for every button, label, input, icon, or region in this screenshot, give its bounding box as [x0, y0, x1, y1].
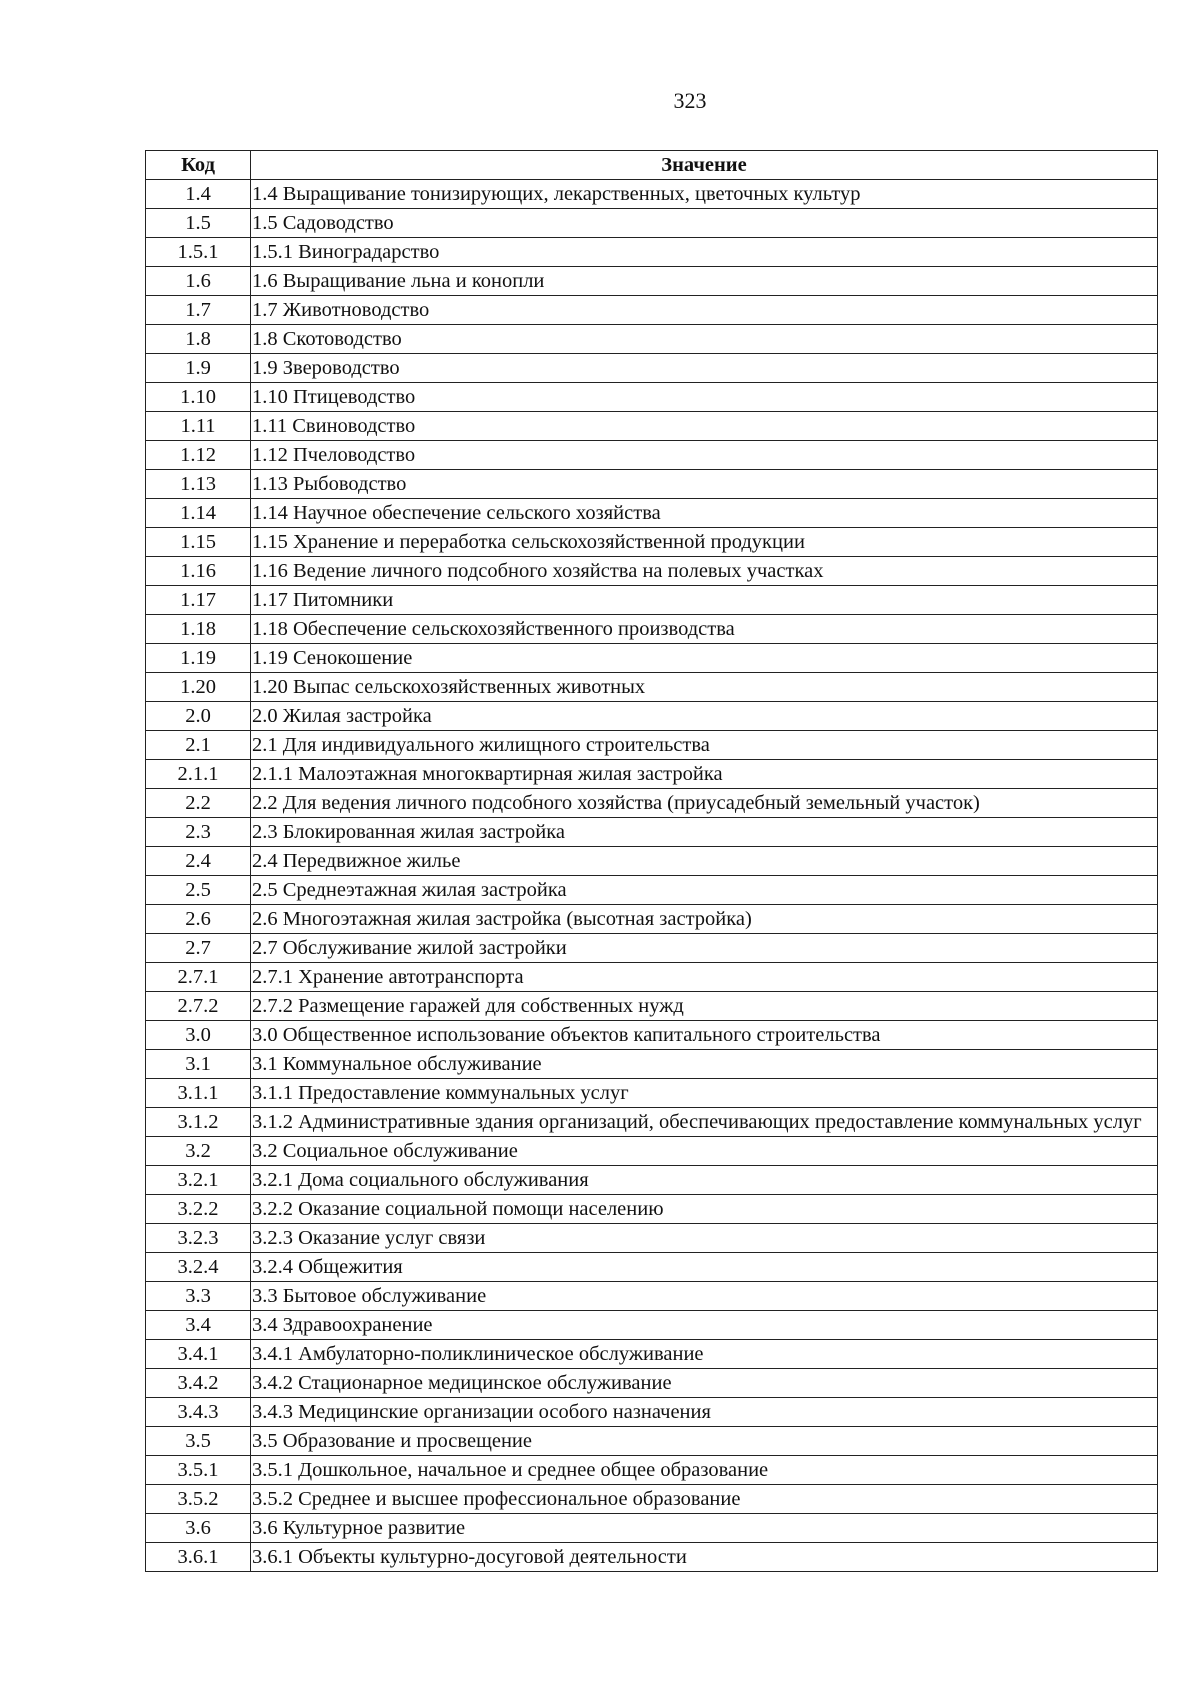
table-row [146, 847, 1158, 876]
code-cell: 3.2 [146, 1137, 251, 1166]
table-row [146, 325, 1158, 354]
table-row [146, 1253, 1158, 1282]
code-cell: 3.1 [146, 1050, 251, 1079]
code-cell: 1.4 [146, 180, 251, 209]
value-cell: 1.16 Ведение личного подсобного хозяйства на полевых участках [251, 557, 1158, 586]
value-cell: 1.19 Сенокошение [251, 644, 1158, 673]
code-cell: 2.0 [146, 702, 251, 731]
code-cell: 1.12 [146, 441, 251, 470]
value-cell: 3.4.3 Медицинские организации особого назначения [251, 1398, 1158, 1427]
table-row [146, 1137, 1158, 1166]
table-row [146, 383, 1158, 412]
land-use-code-table [145, 150, 1158, 1572]
table-row [146, 1195, 1158, 1224]
table-row [146, 1224, 1158, 1253]
code-cell: 1.13 [146, 470, 251, 499]
table-row [146, 354, 1158, 383]
value-cell: 1.4 Выращивание тонизирующих, лекарственных, цветочных культур [251, 180, 1158, 209]
value-cell: 3.2.1 Дома социального обслуживания [251, 1166, 1158, 1195]
table-row [146, 1282, 1158, 1311]
value-cell: 2.0 Жилая застройка [251, 702, 1158, 731]
value-cell: 3.1.1 Предоставление коммунальных услуг [251, 1079, 1158, 1108]
value-cell: 3.1.2 Административные здания организаций, обеспечивающих предоставление коммунальных услуг [251, 1108, 1158, 1137]
code-cell: 2.5 [146, 876, 251, 905]
code-cell: 1.14 [146, 499, 251, 528]
table-row [146, 528, 1158, 557]
table-row [146, 673, 1158, 702]
value-cell: 1.13 Рыбоводство [251, 470, 1158, 499]
value-cell: 1.11 Свиноводство [251, 412, 1158, 441]
table-row [146, 267, 1158, 296]
code-cell: 1.10 [146, 383, 251, 412]
code-cell: 3.5.1 [146, 1456, 251, 1485]
code-cell: 1.5 [146, 209, 251, 238]
value-cell: 1.12 Пчеловодство [251, 441, 1158, 470]
code-cell: 3.4 [146, 1311, 251, 1340]
table-row [146, 499, 1158, 528]
value-cell: 3.6.1 Объекты культурно-досуговой деятельности [251, 1543, 1158, 1572]
value-cell: 2.5 Среднеэтажная жилая застройка [251, 876, 1158, 905]
table-row [146, 557, 1158, 586]
table-row [146, 238, 1158, 267]
table-row [146, 1398, 1158, 1427]
value-cell: 3.1 Коммунальное обслуживание [251, 1050, 1158, 1079]
value-cell: 3.2 Социальное обслуживание [251, 1137, 1158, 1166]
table-row [146, 731, 1158, 760]
value-cell: 1.20 Выпас сельскохозяйственных животных [251, 673, 1158, 702]
table-row [146, 586, 1158, 615]
value-cell: 2.3 Блокированная жилая застройка [251, 818, 1158, 847]
table-row [146, 1340, 1158, 1369]
table-row [146, 1021, 1158, 1050]
table-row [146, 789, 1158, 818]
value-cell: 1.18 Обеспечение сельскохозяйственного производства [251, 615, 1158, 644]
value-cell: 1.14 Научное обеспечение сельского хозяйства [251, 499, 1158, 528]
table-row [146, 180, 1158, 209]
column-header-code: Код [146, 151, 251, 180]
code-cell: 2.7.1 [146, 963, 251, 992]
value-cell: 1.9 Звероводство [251, 354, 1158, 383]
code-cell: 3.2.4 [146, 1253, 251, 1282]
table-row [146, 934, 1158, 963]
table-row [146, 1369, 1158, 1398]
value-cell: 2.7 Обслуживание жилой застройки [251, 934, 1158, 963]
value-cell: 3.5.1 Дошкольное, начальное и среднее общее образование [251, 1456, 1158, 1485]
code-cell: 2.3 [146, 818, 251, 847]
value-cell: 3.2.3 Оказание услуг связи [251, 1224, 1158, 1253]
value-cell: 1.10 Птицеводство [251, 383, 1158, 412]
page-number: 323 [673, 88, 707, 113]
table-row [146, 1079, 1158, 1108]
code-cell: 1.18 [146, 615, 251, 644]
code-cell: 1.5.1 [146, 238, 251, 267]
code-cell: 1.7 [146, 296, 251, 325]
table-row [146, 615, 1158, 644]
code-cell: 2.6 [146, 905, 251, 934]
value-cell: 1.6 Выращивание льна и конопли [251, 267, 1158, 296]
table-row [146, 1311, 1158, 1340]
table-row [146, 1485, 1158, 1514]
value-cell: 1.5.1 Виноградарство [251, 238, 1158, 267]
code-cell: 2.7.2 [146, 992, 251, 1021]
code-cell: 1.15 [146, 528, 251, 557]
code-cell: 1.8 [146, 325, 251, 354]
code-cell: 3.2.2 [146, 1195, 251, 1224]
code-cell: 1.17 [146, 586, 251, 615]
value-cell: 1.7 Животноводство [251, 296, 1158, 325]
value-cell: 1.15 Хранение и переработка сельскохозяйственной продукции [251, 528, 1158, 557]
value-cell: 2.4 Передвижное жилье [251, 847, 1158, 876]
table-row [146, 1543, 1158, 1572]
value-cell: 2.6 Многоэтажная жилая застройка (высотная застройка) [251, 905, 1158, 934]
table-row [146, 470, 1158, 499]
value-cell: 3.4.1 Амбулаторно-поликлиническое обслуживание [251, 1340, 1158, 1369]
value-cell: 3.0 Общественное использование объектов капитального строительства [251, 1021, 1158, 1050]
value-cell: 2.1 Для индивидуального жилищного строительства [251, 731, 1158, 760]
code-cell: 3.5 [146, 1427, 251, 1456]
value-cell: 3.2.2 Оказание социальной помощи населению [251, 1195, 1158, 1224]
table-row [146, 1456, 1158, 1485]
code-cell: 2.4 [146, 847, 251, 876]
table-row [146, 1514, 1158, 1543]
code-cell: 3.5.2 [146, 1485, 251, 1514]
table-row [146, 876, 1158, 905]
code-cell: 3.3 [146, 1282, 251, 1311]
code-cell: 2.1.1 [146, 760, 251, 789]
value-cell: 1.8 Скотоводство [251, 325, 1158, 354]
code-cell: 1.6 [146, 267, 251, 296]
column-header-value: Значение [251, 151, 1158, 180]
code-cell: 1.16 [146, 557, 251, 586]
value-cell: 2.7.1 Хранение автотранспорта [251, 963, 1158, 992]
code-cell: 3.1.1 [146, 1079, 251, 1108]
table-row [146, 1108, 1158, 1137]
table-row [146, 644, 1158, 673]
code-cell: 1.11 [146, 412, 251, 441]
code-cell: 3.4.1 [146, 1340, 251, 1369]
table-row [146, 1427, 1158, 1456]
table-row [146, 412, 1158, 441]
table-row [146, 905, 1158, 934]
code-cell: 1.20 [146, 673, 251, 702]
code-cell: 2.2 [146, 789, 251, 818]
value-cell: 1.5 Садоводство [251, 209, 1158, 238]
code-cell: 3.4.2 [146, 1369, 251, 1398]
table-row [146, 441, 1158, 470]
table-row [146, 1050, 1158, 1079]
code-cell: 3.1.2 [146, 1108, 251, 1137]
code-cell: 1.19 [146, 644, 251, 673]
table-row [146, 209, 1158, 238]
code-cell: 3.2.3 [146, 1224, 251, 1253]
value-cell: 3.2.4 Общежития [251, 1253, 1158, 1282]
table-header-row [146, 151, 1158, 180]
code-cell: 2.7 [146, 934, 251, 963]
code-cell: 3.4.3 [146, 1398, 251, 1427]
table-row [146, 818, 1158, 847]
code-cell: 3.6 [146, 1514, 251, 1543]
code-cell: 3.2.1 [146, 1166, 251, 1195]
value-cell: 2.1.1 Малоэтажная многоквартирная жилая застройка [251, 760, 1158, 789]
value-cell: 3.5 Образование и просвещение [251, 1427, 1158, 1456]
value-cell: 3.3 Бытовое обслуживание [251, 1282, 1158, 1311]
table-row [146, 992, 1158, 1021]
table-row [146, 1166, 1158, 1195]
table-row [146, 296, 1158, 325]
value-cell: 3.6 Культурное развитие [251, 1514, 1158, 1543]
code-cell: 3.6.1 [146, 1543, 251, 1572]
value-cell: 3.4 Здравоохранение [251, 1311, 1158, 1340]
code-cell: 3.0 [146, 1021, 251, 1050]
value-cell: 3.4.2 Стационарное медицинское обслуживание [251, 1369, 1158, 1398]
table-row [146, 702, 1158, 731]
table-row [146, 963, 1158, 992]
value-cell: 1.17 Питомники [251, 586, 1158, 615]
value-cell: 2.7.2 Размещение гаражей для собственных нужд [251, 992, 1158, 1021]
value-cell: 3.5.2 Среднее и высшее профессиональное образование [251, 1485, 1158, 1514]
value-cell: 2.2 Для ведения личного подсобного хозяйства (приусадебный земельный участок) [251, 789, 1158, 818]
table-row [146, 760, 1158, 789]
table-body [146, 180, 1158, 1572]
code-cell: 1.9 [146, 354, 251, 383]
code-cell: 2.1 [146, 731, 251, 760]
